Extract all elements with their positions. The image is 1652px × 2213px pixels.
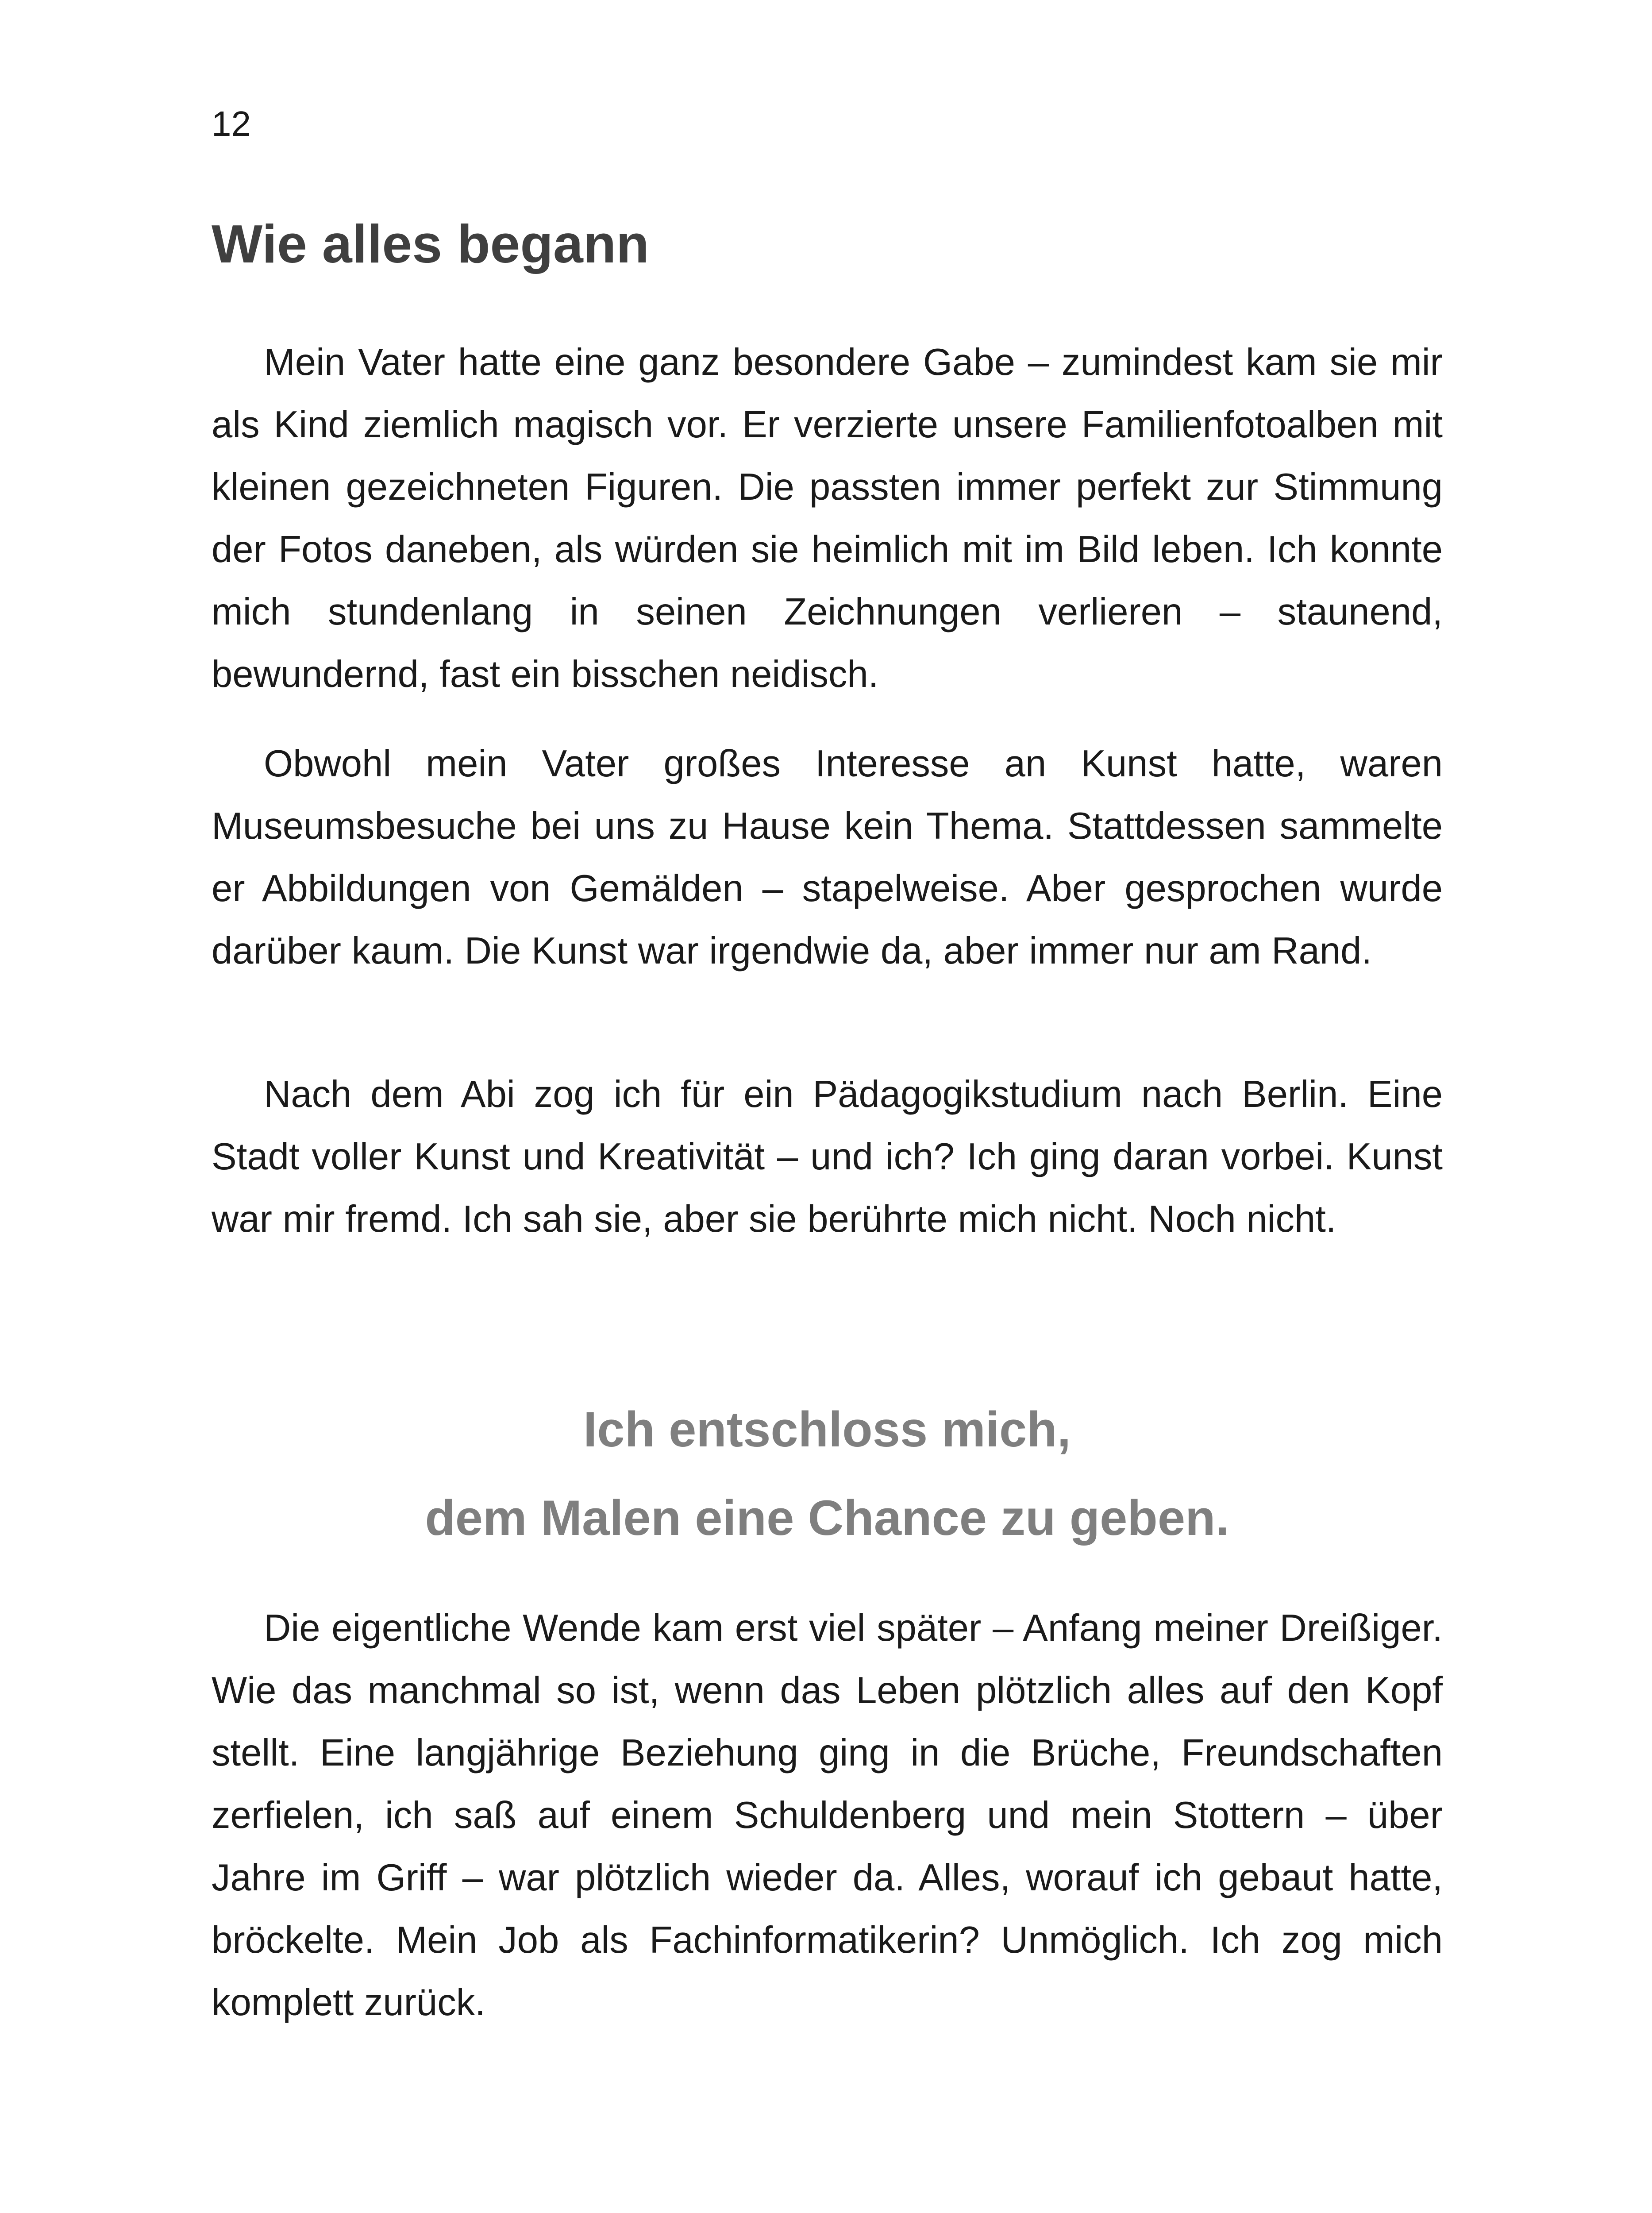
chapter-title: Wie alles begann [212,214,649,274]
pull-quote-line-1: Ich entschloss mich, [583,1402,1071,1457]
text-block-2 [212,733,1443,982]
text-block-1 [212,331,1443,706]
paragraph-4: Die eigentliche Wende kam erst viel später – Anfang meiner Dreißiger. Wie das manchmal so ist, wenn das Leben plötzlich alles auf den Kopf stellt. Eine langjährige Beziehung ging in die Brüche, Freundschaften zerfielen, ich saß auf einem Schuldenberg und mein Stottern – über Jahre im Griff – war plötzlich wieder da. Alles, worauf ich gebaut hatte, bröckelte. Mein Job als Fachinformatikerin? Unmöglich. Ich zog mich komplett zurück. [212,1607,1443,2024]
text-block-3 [212,1063,1443,1250]
paragraph-1: Mein Vater hatte eine ganz besondere Gabe – zumindest kam sie mir als Kind ziemlich magisch vor. Er verzierte unsere Familienfotoalben mit kleinen gezeichneten Figuren. Die passten immer perfekt zur Stimmung der Fotos daneben, als würden sie heimlich mit im Bild leben. Ich konnte mich stundenlang in seinen Zeichnungen verlieren – staunend, bewundernd, fast ein bisschen neidisch. [212,341,1443,695]
text-block-4 [212,1597,1443,2034]
paragraph-3: Nach dem Abi zog ich für ein Pädagogikstudium nach Berlin. Eine Stadt voller Kunst und Kreativität – und ich? Ich ging daran vorbei. Kunst war mir fremd. Ich sah sie, aber sie berührte mich nicht. Noch nicht. [212,1073,1443,1240]
page-number: 12 [212,104,251,143]
paragraph-2: Obwohl mein Vater großes Interesse an Kunst hatte, waren Museumsbesuche bei uns zu Hause kein Thema. Stattdessen sammelte er Abbildungen von Gemälden – stapelweise. Aber gesprochen wurde darüber kaum. Die Kunst war irgendwie da, aber immer nur am Rand. [212,743,1443,972]
pull-quote [212,1385,1443,1562]
pull-quote-line-2: dem Malen eine Chance zu geben. [425,1490,1229,1546]
